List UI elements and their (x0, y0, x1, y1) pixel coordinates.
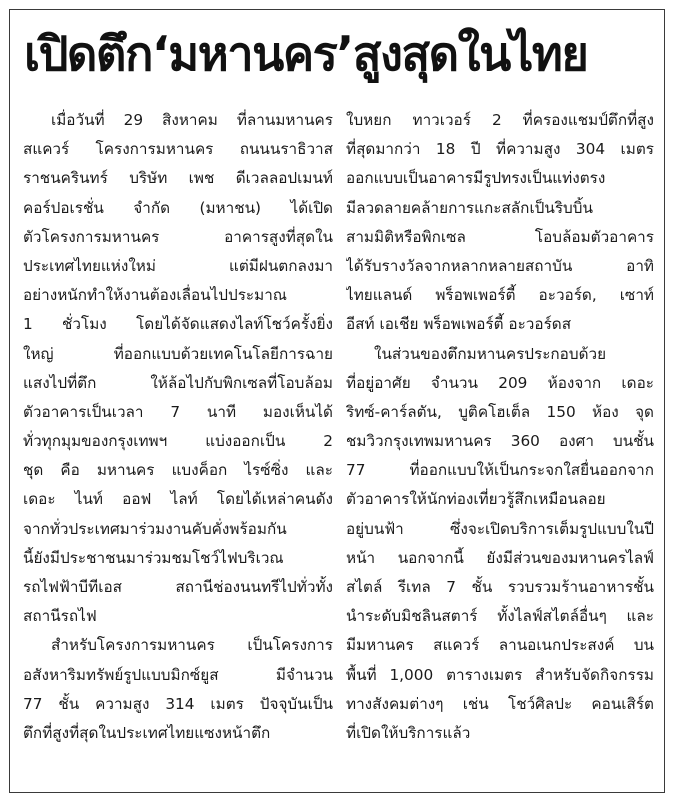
article-line: ทั่วทุกมุมของกรุงเทพฯ แบ่งออกเป็น 2 (23, 432, 333, 451)
article-line: สแควร์ โครงการมหานคร ถนนนราธิวาส (23, 140, 333, 159)
article-line: ตัวอาคารเป็นเวลา 7 นาที มองเห็นได้ (23, 402, 333, 421)
article-line: ที่เปิดให้บริการแล้ว (346, 723, 471, 742)
article-line: ทางสังคมต่างๆ เช่น โชว์ศิลปะ คอนเสิร์ต (346, 694, 654, 713)
article-line: 77 ชั้น ความสูง 314 เมตร ปัจจุบันเป็น (23, 694, 333, 713)
article-line: สถานีรถไฟ (23, 607, 97, 626)
article-line: พื้นที่ 1,000 ตารางเมตร สำหรับจัดกิจกรรม (346, 665, 654, 684)
article-line: ออกแบบเป็นอาคารมีรูปทรงเป็นแท่งตรง (346, 169, 606, 188)
article-line: อยู่บนฟ้า ซึ่งจะเปิดบริการเต็มรูปแบบในปี (346, 519, 654, 538)
article-line: สามมิติหรือพิกเซล โอบล้อมตัวอาคาร (346, 227, 654, 246)
article-line: ที่อยู่อาศัย จำนวน 209 ห้องจาก เดอะ (346, 373, 654, 392)
article-line: ตัวอาคารให้นักท่องเที่ยวรู้สึกเหมือนลอย (346, 490, 606, 509)
article-line: หน้า นอกจากนี้ ยังมีส่วนของมหานครไลฟ์ (346, 548, 654, 567)
news-clipping (9, 9, 665, 793)
article-line: ชมวิวกรุงเทพมหานคร 360 องศา บนชั้น (346, 432, 654, 451)
article-line: ใบหยก ทาวเวอร์ 2 ที่ครองแชมป์ตึกที่สูง (346, 111, 654, 129)
article-line: เมื่อวันที่ 29 สิงหาคม ที่ลานมหานคร (51, 111, 333, 129)
article-line: สไตล์ รีเทล 7 ชั้น รวบรวมร้านอาหารชั้น (346, 578, 654, 596)
article-line: ที่สุดมากว่า 18 ปี ที่ความสูง 304 เมตร (346, 140, 654, 159)
article-line: อสังหาริมทรัพย์รูปแบบมิกซ์ยูส มีจำนวน (23, 665, 333, 684)
article-line: ใหญ่ ที่ออกแบบด้วยเทคโนโลยีการฉาย (23, 344, 333, 363)
article-line: อีสท์ เอเชีย พร็อพเพอร์ตี้ อะวอร์ดส (346, 315, 572, 334)
article-line: ชุด คือ มหานคร แบงค็อก ไรซ์ซิ่ง และ (23, 461, 333, 480)
article-line: ริทซ์-คาร์ลตัน, บูติคโฮเต็ล 150 ห้อง จุด (346, 402, 654, 421)
left-column (23, 106, 333, 748)
article-line: ตึกที่สูงที่สุดในประเทศไทยแซงหน้าตึก (23, 723, 271, 742)
article-line: อย่างหนักทำให้งานต้องเลื่อนไปประมาณ (23, 286, 287, 305)
article-line: มีมหานคร สแควร์ ลานอเนกประสงค์ บน (346, 636, 654, 655)
article-line: นี้ยังมีประชาชนมาร่วมชมโชว์ไฟบริเวณ (23, 548, 284, 567)
article-line: นำระดับมิชลินสตาร์ ทั้งไลฟ์สไตล์อื่นๆ และ (346, 607, 654, 626)
article-line: ราชนครินทร์ บริษัท เพช ดีเวลลอปเมนท์ (23, 169, 333, 188)
right-column (346, 106, 654, 748)
article-line: รถไฟฟ้าบีทีเอส สถานีช่องนนทรีไปทั่วทั้ง (23, 578, 333, 596)
article-line: ได้รับรางวัลจากหลากหลายสถาบัน อาทิ (346, 256, 654, 275)
article-line: ประเทศไทยแห่งใหม่ แต่มีฝนตกลงมา (23, 256, 333, 275)
article-line: ไทยแลนด์ พร็อพเพอร์ตี้ อะวอร์ด, เซาท์ (346, 286, 654, 305)
article-line: ในส่วนของตึกมหานครประกอบด้วย (374, 344, 607, 363)
article-line: 1 ชั่วโมง โดยได้จัดแสดงไลท์โชว์ครั้งยิ่ง (23, 315, 333, 334)
headline: เปิดตึก‘มหานคร’สูงสุดในไทย (24, 27, 588, 82)
article-line: จากทั่วประเทศมาร่วมงานคับคั่งพร้อมกัน (23, 519, 287, 538)
article-line: คอร์ปอเรชั่น จำกัด (มหาชน) ได้เปิด (23, 198, 333, 217)
article-line: ตัวโครงการมหานคร อาคารสูงที่สุดใน (23, 227, 333, 246)
article-line: สำหรับโครงการมหานคร เป็นโครงการ (51, 636, 333, 655)
article-line: เดอะ ไนท์ ออฟ ไลท์ โดยได้เหล่าคนดัง (23, 490, 333, 509)
article-line: มีลวดลายคล้ายการแกะสลักเป็นริบบิ้น (346, 198, 593, 217)
article-line: แสงไปที่ตึก ให้ล้อไปกับพิกเซลที่โอบล้อม (23, 373, 333, 392)
article-line: 77 ที่ออกแบบให้เป็นกระจกใสยื่นออกจาก (346, 461, 654, 480)
